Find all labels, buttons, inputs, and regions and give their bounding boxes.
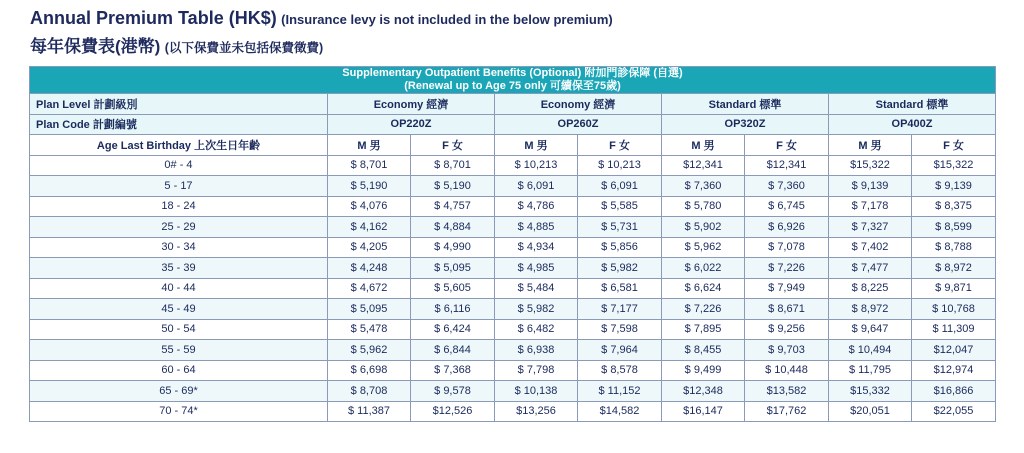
age-range-cell: 0# - 4 xyxy=(30,155,328,176)
premium-value-cell: $ 4,786 xyxy=(495,196,578,217)
premium-value-cell: $ 5,780 xyxy=(662,196,745,217)
premium-value-cell: $15,332 xyxy=(829,381,912,402)
premium-value-cell: $ 8,701 xyxy=(411,155,495,176)
age-range-cell: 55 - 59 xyxy=(30,340,328,361)
sex-header: M 男 xyxy=(328,135,411,156)
sex-header: F 女 xyxy=(745,135,829,156)
premium-value-cell: $ 7,477 xyxy=(829,258,912,279)
plan-code-3: OP320Z xyxy=(662,114,829,135)
premium-value-cell: $ 5,190 xyxy=(328,176,411,197)
premium-value-cell: $ 4,757 xyxy=(411,196,495,217)
premium-value-cell: $ 5,731 xyxy=(578,217,662,238)
age-range-cell: 5 - 17 xyxy=(30,176,328,197)
table-banner xyxy=(30,67,996,94)
premium-value-cell: $ 8,701 xyxy=(328,155,411,176)
premium-value-cell: $14,582 xyxy=(578,401,662,422)
premium-value-cell: $ 6,698 xyxy=(328,360,411,381)
premium-value-cell: $ 5,902 xyxy=(662,217,745,238)
age-range-cell: 60 - 64 xyxy=(30,360,328,381)
premium-value-cell: $12,348 xyxy=(662,381,745,402)
premium-value-cell: $ 4,205 xyxy=(328,237,411,258)
premium-value-cell: $15,322 xyxy=(912,155,996,176)
premium-value-cell: $12,974 xyxy=(912,360,996,381)
premium-value-cell: $20,051 xyxy=(829,401,912,422)
premium-value-cell: $ 8,671 xyxy=(745,299,829,320)
premium-value-cell: $ 8,578 xyxy=(578,360,662,381)
premium-value-cell: $ 5,585 xyxy=(578,196,662,217)
premium-value-cell: $ 4,076 xyxy=(328,196,411,217)
age-range-cell: 50 - 54 xyxy=(30,319,328,340)
sex-header: M 男 xyxy=(662,135,745,156)
premium-value-cell: $ 7,360 xyxy=(745,176,829,197)
premium-value-cell: $ 6,938 xyxy=(495,340,578,361)
table-row xyxy=(30,340,996,361)
premium-value-cell: $ 4,884 xyxy=(411,217,495,238)
age-range-cell: 45 - 49 xyxy=(30,299,328,320)
banner-line-1: Supplementary Outpatient Benefits (Optional) 附加門診保障 (自選) xyxy=(342,67,683,79)
premium-value-cell: $ 6,091 xyxy=(578,176,662,197)
title-en-main: Annual Premium Table (HK$) xyxy=(30,8,277,28)
age-range-cell: 70 - 74* xyxy=(30,401,328,422)
table-row xyxy=(30,196,996,217)
premium-value-cell: $ 8,708 xyxy=(328,381,411,402)
premium-value-cell: $ 7,895 xyxy=(662,319,745,340)
premium-value-cell: $ 10,494 xyxy=(829,340,912,361)
table-row xyxy=(30,360,996,381)
premium-value-cell: $ 4,934 xyxy=(495,237,578,258)
plan-level-3: Standard 標準 xyxy=(662,94,829,115)
plan-level-4: Standard 標準 xyxy=(829,94,996,115)
premium-value-cell: $ 7,078 xyxy=(745,237,829,258)
age-range-cell: 35 - 39 xyxy=(30,258,328,279)
premium-value-cell: $ 8,788 xyxy=(912,237,996,258)
table-row xyxy=(30,401,996,422)
premium-value-cell: $ 8,972 xyxy=(912,258,996,279)
premium-value-cell: $ 6,116 xyxy=(411,299,495,320)
premium-value-cell: $ 6,581 xyxy=(578,278,662,299)
premium-value-cell: $ 10,768 xyxy=(912,299,996,320)
table-row xyxy=(30,155,996,176)
premium-table xyxy=(29,66,996,422)
premium-value-cell: $ 10,213 xyxy=(578,155,662,176)
age-sex-header-row xyxy=(30,135,996,156)
sex-header: M 男 xyxy=(495,135,578,156)
premium-value-cell: $ 5,478 xyxy=(328,319,411,340)
premium-value-cell: $ 6,091 xyxy=(495,176,578,197)
premium-value-cell: $ 6,926 xyxy=(745,217,829,238)
premium-value-cell: $ 4,990 xyxy=(411,237,495,258)
premium-value-cell: $ 5,095 xyxy=(328,299,411,320)
sex-header: F 女 xyxy=(578,135,662,156)
premium-value-cell: $ 8,455 xyxy=(662,340,745,361)
premium-value-cell: $ 10,213 xyxy=(495,155,578,176)
premium-value-cell: $ 5,982 xyxy=(578,258,662,279)
premium-value-cell: $ 7,327 xyxy=(829,217,912,238)
premium-value-cell: $ 11,309 xyxy=(912,319,996,340)
title-zh-note: (以下保費並未包括保費徵費) xyxy=(164,41,324,55)
premium-value-cell: $12,047 xyxy=(912,340,996,361)
premium-value-cell: $ 4,248 xyxy=(328,258,411,279)
premium-value-cell: $ 9,499 xyxy=(662,360,745,381)
table-row xyxy=(30,278,996,299)
plan-code-4: OP400Z xyxy=(829,114,996,135)
sex-header: F 女 xyxy=(411,135,495,156)
premium-value-cell: $ 4,985 xyxy=(495,258,578,279)
title-chinese xyxy=(30,32,323,57)
premium-value-cell: $ 6,745 xyxy=(745,196,829,217)
premium-value-cell: $ 8,972 xyxy=(829,299,912,320)
plan-code-1: OP220Z xyxy=(328,114,495,135)
premium-table-body xyxy=(30,155,996,422)
premium-value-cell: $12,341 xyxy=(745,155,829,176)
premium-value-cell: $ 9,578 xyxy=(411,381,495,402)
premium-value-cell: $22,055 xyxy=(912,401,996,422)
title-en-note: (Insurance levy is not included in the below premium) xyxy=(281,12,613,27)
premium-value-cell: $17,762 xyxy=(745,401,829,422)
age-range-cell: 65 - 69* xyxy=(30,381,328,402)
premium-value-cell: $ 4,672 xyxy=(328,278,411,299)
premium-value-cell: $ 5,982 xyxy=(495,299,578,320)
table-row xyxy=(30,176,996,197)
sex-header: F 女 xyxy=(912,135,996,156)
premium-value-cell: $ 9,139 xyxy=(912,176,996,197)
plan-level-2: Economy 經濟 xyxy=(495,94,662,115)
plan-level-label: Plan Level 計劃級別 xyxy=(30,94,328,115)
premium-value-cell: $ 5,095 xyxy=(411,258,495,279)
age-header: Age Last Birthday 上次生日年齡 xyxy=(30,135,328,156)
premium-value-cell: $ 7,598 xyxy=(578,319,662,340)
premium-value-cell: $ 10,138 xyxy=(495,381,578,402)
premium-value-cell: $ 6,424 xyxy=(411,319,495,340)
premium-value-cell: $16,147 xyxy=(662,401,745,422)
table-banner-row xyxy=(30,67,996,94)
age-range-cell: 25 - 29 xyxy=(30,217,328,238)
premium-value-cell: $13,582 xyxy=(745,381,829,402)
premium-value-cell: $ 8,375 xyxy=(912,196,996,217)
premium-value-cell: $ 5,484 xyxy=(495,278,578,299)
title-english xyxy=(30,8,613,29)
premium-value-cell: $ 7,177 xyxy=(578,299,662,320)
premium-value-cell: $16,866 xyxy=(912,381,996,402)
premium-value-cell: $ 7,226 xyxy=(662,299,745,320)
premium-value-cell: $ 5,856 xyxy=(578,237,662,258)
premium-value-cell: $ 4,885 xyxy=(495,217,578,238)
premium-value-cell: $ 5,605 xyxy=(411,278,495,299)
premium-value-cell: $ 7,798 xyxy=(495,360,578,381)
premium-value-cell: $ 11,387 xyxy=(328,401,411,422)
premium-value-cell: $ 4,162 xyxy=(328,217,411,238)
table-row xyxy=(30,381,996,402)
age-range-cell: 18 - 24 xyxy=(30,196,328,217)
plan-level-row xyxy=(30,94,996,115)
premium-value-cell: $ 7,964 xyxy=(578,340,662,361)
plan-code-2: OP260Z xyxy=(495,114,662,135)
premium-value-cell: $ 6,482 xyxy=(495,319,578,340)
premium-value-cell: $ 7,368 xyxy=(411,360,495,381)
premium-value-cell: $ 7,360 xyxy=(662,176,745,197)
premium-value-cell: $ 7,949 xyxy=(745,278,829,299)
table-row xyxy=(30,237,996,258)
premium-value-cell: $ 9,871 xyxy=(912,278,996,299)
premium-value-cell: $ 9,139 xyxy=(829,176,912,197)
plan-code-row xyxy=(30,114,996,135)
premium-value-cell: $12,526 xyxy=(411,401,495,422)
premium-value-cell: $ 9,256 xyxy=(745,319,829,340)
plan-code-label: Plan Code 計劃編號 xyxy=(30,114,328,135)
premium-value-cell: $15,322 xyxy=(829,155,912,176)
premium-value-cell: $ 5,962 xyxy=(328,340,411,361)
premium-value-cell: $ 6,844 xyxy=(411,340,495,361)
premium-value-cell: $ 8,599 xyxy=(912,217,996,238)
table-row xyxy=(30,258,996,279)
age-range-cell: 40 - 44 xyxy=(30,278,328,299)
title-zh-main: 每年保費表(港幣) xyxy=(30,37,161,56)
premium-value-cell: $ 5,190 xyxy=(411,176,495,197)
premium-value-cell: $12,341 xyxy=(662,155,745,176)
premium-value-cell: $ 6,624 xyxy=(662,278,745,299)
premium-value-cell: $ 5,962 xyxy=(662,237,745,258)
premium-value-cell: $ 7,226 xyxy=(745,258,829,279)
banner-line-2: (Renewal up to Age 75 only 可續保至75歲) xyxy=(404,80,621,92)
premium-value-cell: $ 10,448 xyxy=(745,360,829,381)
table-row xyxy=(30,217,996,238)
premium-value-cell: $ 7,402 xyxy=(829,237,912,258)
age-range-cell: 30 - 34 xyxy=(30,237,328,258)
table-row xyxy=(30,299,996,320)
table-row xyxy=(30,319,996,340)
premium-value-cell: $13,256 xyxy=(495,401,578,422)
premium-value-cell: $ 6,022 xyxy=(662,258,745,279)
plan-level-1: Economy 經濟 xyxy=(328,94,495,115)
premium-value-cell: $ 11,152 xyxy=(578,381,662,402)
premium-value-cell: $ 7,178 xyxy=(829,196,912,217)
premium-value-cell: $ 11,795 xyxy=(829,360,912,381)
premium-value-cell: $ 9,703 xyxy=(745,340,829,361)
premium-value-cell: $ 9,647 xyxy=(829,319,912,340)
premium-value-cell: $ 8,225 xyxy=(829,278,912,299)
sex-header: M 男 xyxy=(829,135,912,156)
